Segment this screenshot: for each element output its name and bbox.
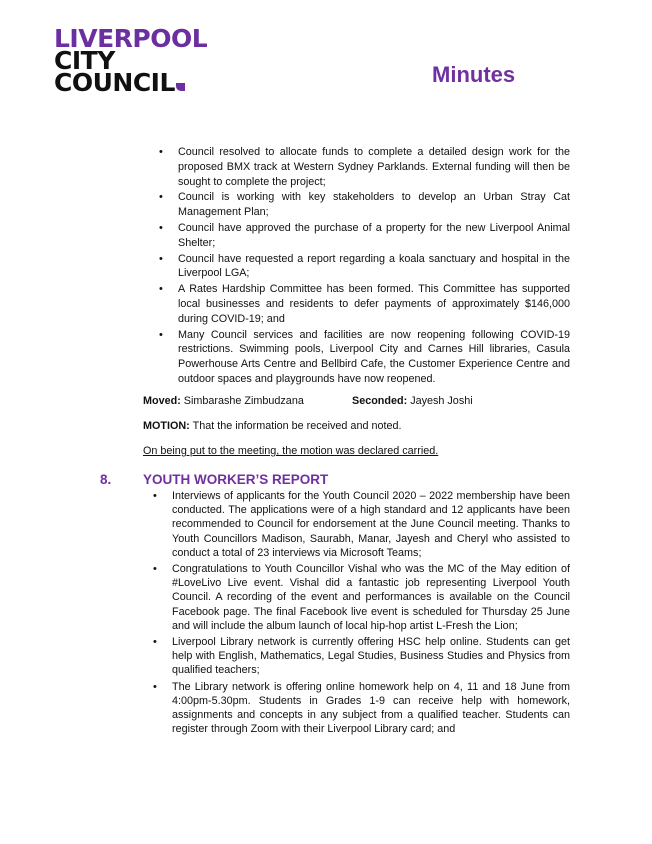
moved-label: Moved: xyxy=(143,395,181,407)
list-item: • Congratulations to Youth Councillor Vishal who was the MC of the May edition of #LoveLivo Live event. Vishal did a fantastic job representing Liverpool Youth Council. A recording of the event and performances is available on the Council Facebook page. The final Facebook live event is scheduled for Thursday 25 June and will include the album launch of local hip-hop artist L-Fresh the Lion; xyxy=(172,562,570,633)
logo-line-3-text: COUNCIL xyxy=(54,68,175,97)
previous-bullet-list xyxy=(178,145,570,388)
motion-line xyxy=(143,420,401,432)
logo-line-2: CITY xyxy=(54,46,115,75)
section-number: 8. xyxy=(100,472,112,487)
seconded-block xyxy=(352,395,473,407)
list-item: • Many Council services and facilities are now reopening following COVID-19 restrictions. Swimming pools, Liverpool City and Carnes Hill libraries, Casula Powerhouse Arts Centre and Bellbird Cafe, the Customer Experience Centre and outdoor spaces and playgrounds have now reopened. xyxy=(178,328,570,387)
logo-line-3 xyxy=(54,68,214,97)
motion-text: That the information be received and noted. xyxy=(192,420,402,432)
heart-icon xyxy=(176,83,185,91)
youth-report-bullet-list xyxy=(172,489,570,738)
list-item: • Interviews of applicants for the Youth Council 2020 – 2022 membership have been conducted. The applications were of a high standard and 12 applicants have been recommended to Council for endorsement at the June Council meeting. Thanks to Youth Councillors Madison, Saurabh, Manar, Jayesh and Cheryl who assisted to conduct a total of 23 interviews via Microsoft Teams; xyxy=(172,489,570,560)
list-item: • Council is working with key stakeholders to develop an Urban Stray Cat Management Plan; xyxy=(178,190,570,220)
document-title: Minutes xyxy=(432,62,516,87)
motion-carried-text: On being put to the meeting, the motion was declared carried. xyxy=(143,445,439,457)
seconded-label: Seconded: xyxy=(352,395,408,407)
council-logo xyxy=(54,24,214,97)
list-item: • Council have approved the purchase of a property for the new Liverpool Animal Shelter; xyxy=(178,221,570,251)
list-item: • Council have requested a report regarding a koala sanctuary and hospital in the Liverpool LGA; xyxy=(178,252,570,282)
list-item: • The Library network is offering online homework help on 4, 11 and 18 June from 4:00pm-5.30pm. Students in Grades 1-9 can receive help with homework, assignments and concepts in any subject from a qualified teacher. Students can register through Zoom with their Liverpool Library card; and xyxy=(172,680,570,737)
moved-name: Simbarashe Zimbudzana xyxy=(183,395,304,407)
logo-line-1: LIVERPOOL xyxy=(54,24,208,53)
seconded-name: Jayesh Joshi xyxy=(410,395,473,407)
moved-seconded-row xyxy=(143,395,473,407)
motion-label: MOTION: xyxy=(143,420,190,432)
list-item: • A Rates Hardship Committee has been formed. This Committee has supported local businesses and residents to defer payments of approximately $146,000 during COVID-19; and xyxy=(178,282,570,326)
list-item: • Liverpool Library network is currently offering HSC help online. Students can get help with English, Mathematics, Legal Studies, Business Studies and Physics from qualified teachers; xyxy=(172,635,570,678)
section-heading: YOUTH WORKER’S REPORT xyxy=(143,472,329,487)
list-item: • Council resolved to allocate funds to complete a detailed design work for the proposed BMX track at Western Sydney Parklands. External funding will then be sought to complete the project; xyxy=(178,145,570,189)
